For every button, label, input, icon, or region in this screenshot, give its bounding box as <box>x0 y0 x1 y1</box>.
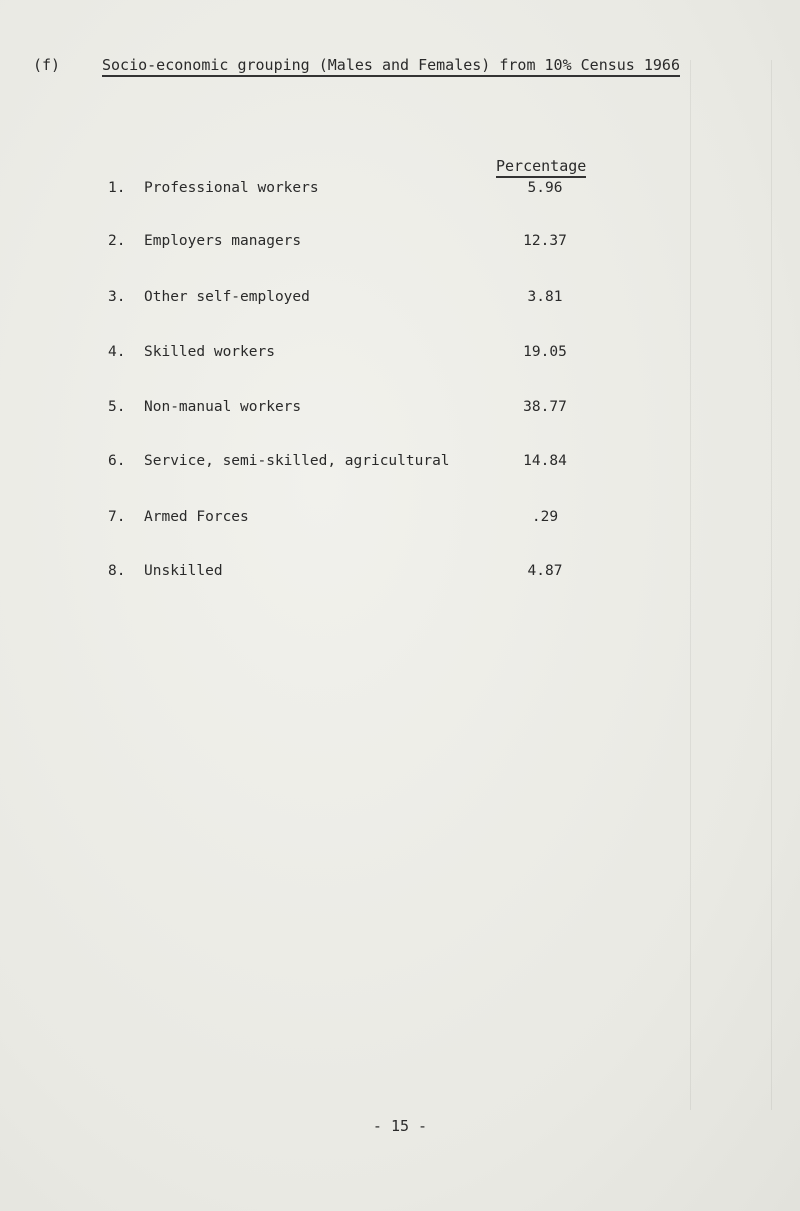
row-value: 12.37 <box>523 233 567 249</box>
table-row <box>0 289 800 311</box>
row-value: 4.87 <box>527 563 563 579</box>
row-value: 3.81 <box>527 289 563 305</box>
row-value: 5.96 <box>527 180 563 196</box>
row-label: Service, semi-skilled, agricultural <box>144 453 450 469</box>
table-row <box>0 453 800 475</box>
table-row <box>0 399 800 421</box>
table-row <box>0 509 800 531</box>
table-row <box>0 344 800 366</box>
row-number: 5. <box>108 399 126 415</box>
table-row <box>0 180 800 202</box>
row-label: Other self-employed <box>144 289 310 305</box>
row-number: 4. <box>108 344 126 360</box>
row-number: 3. <box>108 289 126 305</box>
row-label: Unskilled <box>144 563 223 579</box>
row-number: 2. <box>108 233 126 249</box>
row-value: 14.84 <box>523 453 567 469</box>
row-number: 1. <box>108 180 126 196</box>
page-number: - 15 - <box>372 1117 428 1135</box>
row-number: 8. <box>108 563 126 579</box>
row-label: Non-manual workers <box>144 399 302 415</box>
section-label: (f) <box>33 56 61 74</box>
row-value: 19.05 <box>523 344 567 360</box>
row-number: 6. <box>108 453 126 469</box>
row-label: Armed Forces <box>144 509 249 525</box>
table-row <box>0 563 800 585</box>
row-value: 38.77 <box>523 399 567 415</box>
row-number: 7. <box>108 509 126 525</box>
bleed-through-table <box>690 60 772 1110</box>
page-title: Socio-economic grouping (Males and Females) from 10% Census 1966 <box>102 56 680 77</box>
row-label: Employers managers <box>144 233 302 249</box>
row-label: Skilled workers <box>144 344 275 360</box>
percentage-column-header: Percentage <box>496 157 586 178</box>
row-label: Professional workers <box>144 180 319 196</box>
row-value: .29 <box>531 509 559 525</box>
table-row <box>0 233 800 255</box>
